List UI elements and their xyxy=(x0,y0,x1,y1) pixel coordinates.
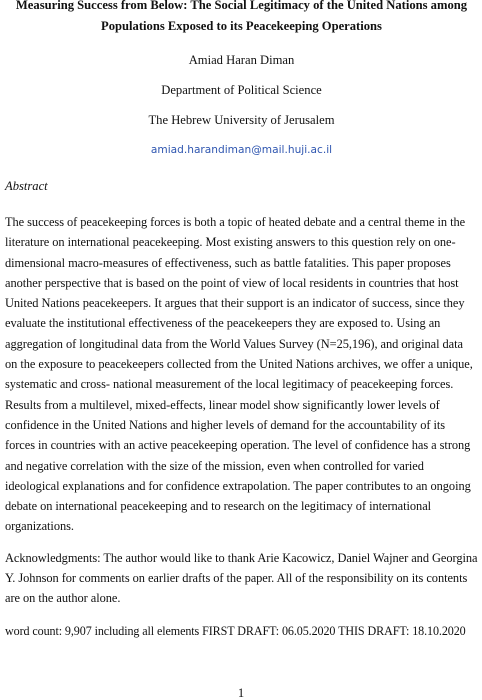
title-line-1: Measuring Success from Below: The Social Legitimacy of the United Nations among xyxy=(15,0,468,12)
author-university: The Hebrew University of Jerusalem xyxy=(148,113,335,127)
author-department: Department of Political Science xyxy=(161,83,322,97)
title-line-2: Populations Exposed to its Peacekeeping Operations xyxy=(101,19,382,33)
word-count-line: word count: 9,907 including all elements FIRST DRAFT: 06.05.2020 THIS DRAFT: 18.10.2020 xyxy=(5,623,466,638)
paper-title xyxy=(5,0,478,37)
abstract-heading: Abstract xyxy=(5,179,48,193)
acknowledgments-text: Acknowledgments: The author would like to thank Arie Kacowicz, Daniel Wajner and Georgina Y. Johnson for comments on earlier drafts of the paper. All of the responsibility on its contents are on the author alone. xyxy=(5,550,478,606)
abstract-text: The success of peacekeeping forces is both a topic of heated debate and a central theme in the literature on international peacekeeping. Most existing answers to this question rely on one-dimensional macro-measures of effectiveness, such as battle fatalities. This paper proposes another perspective that is based on the point of view of local residents in countries that host United Nations peacekeepers. It argues that their support is an indicator of success, since they evaluate the institutional effectiveness of the peacekeepers they are exposed to. Using an aggregation of longitudinal data from the World Values Survey (N=25,196), and original data on the exposure to peacekeepers collected from the United Nations archives, we offer a unique, systematic and cross- national measurement of the local legitimacy of peacekeeping forces. Results from a multilevel, mixed-effects, linear model show significantly lower levels of confidence in the United Nations and higher levels of demand for the accountability of its forces in countries with an active peacekeeping operation. The level of confidence has a strong and negative correlation with the size of the mission, even when controlled for varied ideological explanations and for confidence extrapolation. The paper contributes to an ongoing debate on international peacekeeping and to research on the legitimacy of international organizations. xyxy=(5,215,473,534)
author-name: Amiad Haran Diman xyxy=(188,53,295,67)
author-email-link[interactable]: amiad.harandiman@mail.huji.ac.il xyxy=(150,144,333,156)
page-number: 1 xyxy=(237,686,245,700)
